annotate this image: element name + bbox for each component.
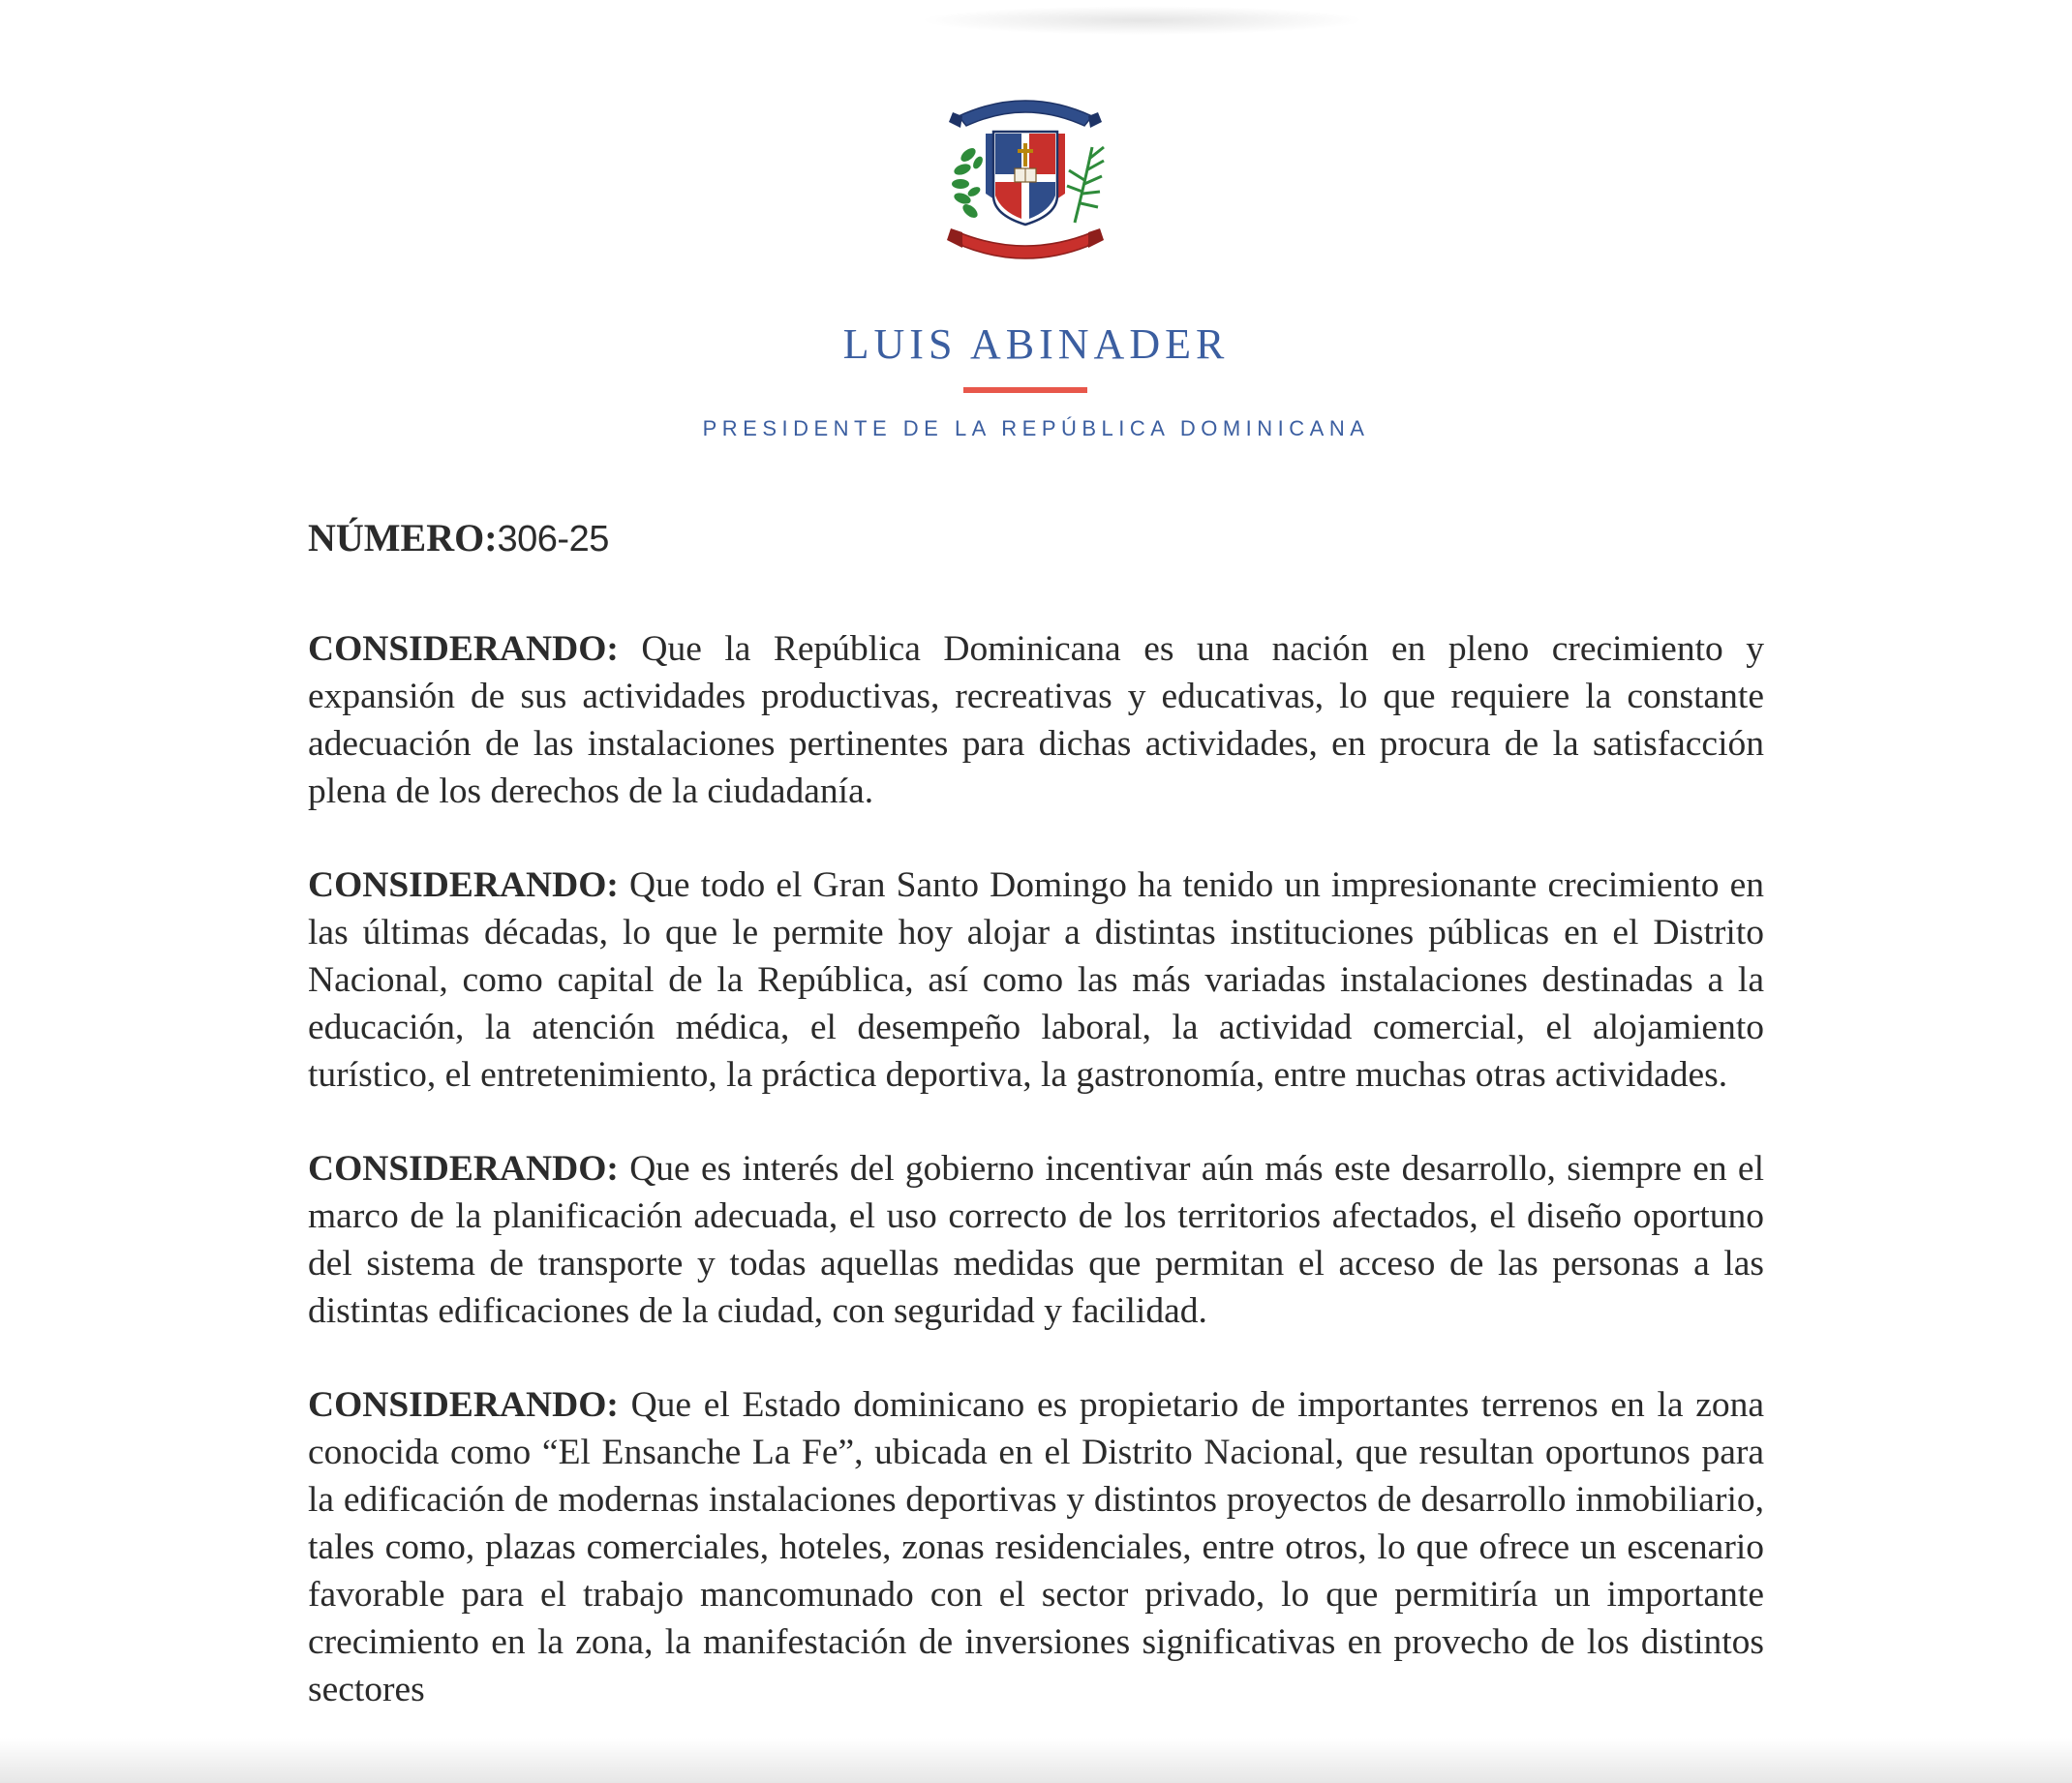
paragraph-text: Que es interés del gobierno incentivar aún más este desarrollo, siempre en el marco de la planificación adecuada, el uso correcto de los territorios afectados, el diseño oportuno del sistema de transporte y todas aquellas medidas que permitan el acceso de las personas a las distintas edificaciones de la ciudad, con seguridad y facilidad. xyxy=(308,1149,1764,1331)
paragraph-lead: CONSIDERANDO: xyxy=(308,1149,619,1189)
paragraph-lead: CONSIDERANDO: xyxy=(308,865,619,905)
paragraph-text: Que la República Dominicana es una nación en pleno crecimiento y expansión de sus actividades productivas, recreativas y educativas, lo que requiere la constante adecuación de las instalaciones pertinentes para dichas actividades, en procura de la satisfacción plena de los derechos de la ciudadanía. xyxy=(308,629,1764,811)
considerando-paragraph xyxy=(308,1381,1764,1713)
considerando-paragraph xyxy=(308,625,1764,815)
scan-smudge xyxy=(920,6,1365,35)
paragraph-lead: CONSIDERANDO: xyxy=(308,629,619,669)
header-divider-rule xyxy=(963,387,1087,393)
document-body xyxy=(308,625,1764,1760)
considerando-paragraph xyxy=(308,1145,1764,1335)
president-name: LUIS ABINADER xyxy=(842,320,1230,368)
decree-number-label: NÚMERO: xyxy=(308,516,498,559)
considerando-paragraph xyxy=(308,861,1764,1099)
paragraph-text: Que el Estado dominicano es propietario de importantes terrenos en la zona conocida como “El Ensanche La Fe”, ubicada en el Distrito Nacional, que resultan oportunos para la edificación de modernas instalaciones deportivas y distintos proyectos de desarrollo inmobiliario, tales como, plazas comerciales, hoteles, zonas residenciales, entre otros, lo que ofrece un escenario favorable para el trabajo mancomunado con el sector privado, lo que permitiría un importante crecimiento en la zona, la manifestación de inversiones significativas en provecho de los distintos sectores xyxy=(308,1385,1765,1709)
decree-number xyxy=(308,515,609,560)
page-bottom-fade xyxy=(0,1738,2072,1783)
president-title: PRESIDENTE DE LA REPÚBLICA DOMINICANA xyxy=(702,416,1370,440)
coat-of-arms-seal-icon xyxy=(939,87,1112,261)
decree-number-value: 306-25 xyxy=(497,519,609,559)
paragraph-lead: CONSIDERANDO: xyxy=(308,1385,619,1425)
paragraph-text: Que todo el Gran Santo Domingo ha tenido un impresionante crecimiento en las últimas décadas, lo que le permite hoy alojar a distintas instituciones públicas en el Distrito Nacional, como capital de la República, así como las más variadas instalaciones destinadas a la educación, la atención médica, el desempeño laboral, la actividad comercial, el alojamiento turístico, el entretenimiento, la práctica deportiva, la gastronomía, entre muchas otras actividades. xyxy=(308,865,1764,1095)
